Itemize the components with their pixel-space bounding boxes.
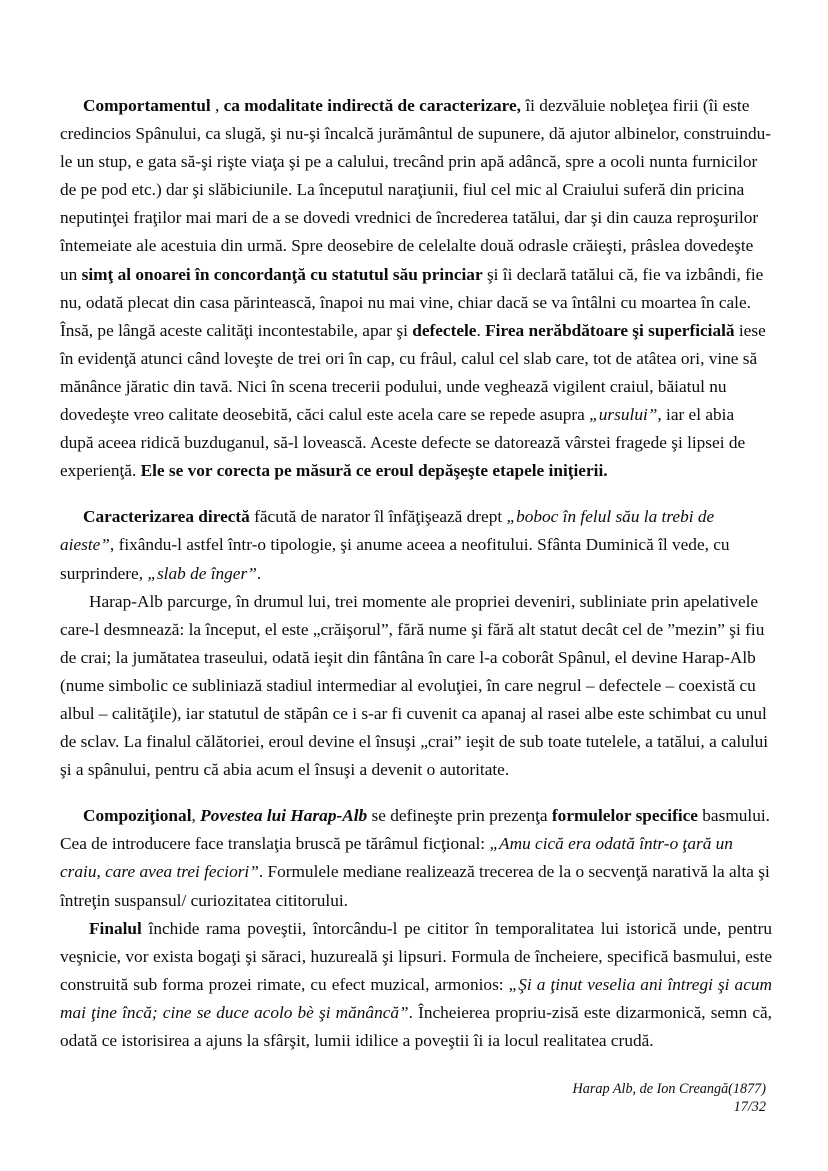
footer-source: Harap Alb, de Ion Creangă(1877)	[572, 1081, 766, 1097]
paragraph-caracterizarea-directa: Caracterizarea directă făcută de narator îl înfăţişează drept „boboc în felul său la trebi de aieste”, fixându-l astfel într-o tipologie, şi anume aceea a neofitului. Sfânta Duminică îl vede, cu surprindere, „slab de înger”.	[60, 507, 730, 583]
text-run-bold: Firea nerăbdătoare şi superficială	[485, 320, 735, 340]
footer-page-number: 17/32	[733, 1099, 766, 1115]
paragraph-comportamentul: Comportamentul , ca modalitate indirectă de caracterizare, îi dezvăluie nobleţea firii (îi este credincios Spânului, ca slugă, şi nu-şi încalcă jurământul de supunere, dă ajutor albinelor, construindu-le un stup, e gata să-şi rişte viaţa şi pe a calului, trecând prin apă adâncă, spre a ocoli nunta furnicilor de pe pod etc.) dar şi slăbiciunile. La începutul naraţiunii, fiul cel mic al Craiului suferă din pricina neputinţei fraţilor mai mari de a se dovedi vrednici de încrederea tatălui, dar şi din cauza reproşurilor întemeiate ale acestuia din urmă. Spre deosebire de celelalte două odrasle crăieşti, prâslea dovedeşte un simţ al onoarei în concordanţă cu statutul său princiar şi îi declară tatălui că, fie va izbândi, fie nu, odată plecat din casa părintească, înapoi nu mai vine, chiar dacă se va întâlni cu moartea în cale. Însă, pe lângă aceste calităţi incontestabile, apar şi defectele. Firea nerăbdătoare şi superficială iese în evidenţă atunci când loveşte de trei ori în cap, cu frâul, calul cel slab care, tot de atâtea ori, vine să mănânce jăratic din tavă. Nici în scena trecerii podului, unde veghează vigilent craiul, băiatul nu dovedeşte vreo calitate deosebită, căci calul este acela care se repede asupra „ursului”, iar el abia după aceea ridică buzduganul, să-l lovească. Aceste defecte se datorează vârstei fragede şi lipsei de experienţă. Ele se vor corecta pe măsură ce eroul depăşeşte etapele iniţierii.	[60, 96, 771, 481]
text-run-bold: Ele se vor corecta pe măsură ce eroul depăşeşte etapele iniţierii.	[140, 461, 608, 481]
document-body	[60, 92, 772, 1055]
text-run-italic: „slab de înger”	[147, 563, 257, 583]
text-run-bold: Comportamentul	[83, 96, 215, 115]
text-run-bold: ca modalitate indirectă de caracterizare,	[223, 96, 521, 115]
paragraph-harap-alb-parcurge: Harap-Alb parcurge, în drumul lui, trei momente ale propriei deveniri, subliniate prin apelativele care-l desmnează: la început, el este „crăişorul”, fără nume şi fără alt statut decât cel de ”mezin” şi fiu de crai; la jumătatea traseului, odată ieşit din fântâna în care l-a coborât Spânul, el devine Harap-Alb (nume simbolic ce subliniază stadiul intermediar al evoluţiei, în care negrul – defectele – coexistă cu albul – calităţile), iar statutul de stăpân ce i s-ar fi cuvenit ca apanaj al rasei albe este schimbat cu unul de sclav. La finalul călătoriei, eroul devine el însuşi „crai” ieşit de sub toate tutelele, a tatălui, a calului şi a spânului, pentru că abia acum el însuşi a devenit o autoritate.	[60, 591, 769, 780]
text-run-bold: simţ al onoarei în concordanţă cu statutul său princiar	[81, 264, 483, 284]
page-footer	[346, 1080, 766, 1116]
paragraph-compozitional: Compoziţional, Povestea lui Harap-Alb se defineşte prin prezenţa formulelor specifice basmului. Cea de introducere face translaţia bruscă pe tărâmul ficţional: „Amu cică era odată într-o ţară un craiu, care avea trei feciori”. Formulele mediane realizează trecerea de la o secvenţă narativă la alta şi întreţin suspansul/ curiozitatea cititorului.	[60, 806, 770, 910]
text-run-bold-italic: Povestea lui Harap-Alb	[200, 806, 368, 826]
text-run-bold: defectele	[412, 320, 477, 340]
text-run-bold: Caracterizarea directă	[83, 507, 250, 527]
text-run-bold: Finalul	[89, 918, 142, 938]
text-run-italic: „Amu cică era odată într-o ţară un craiu, care avea trei feciori”	[60, 834, 733, 882]
text-run-bold: formulelor specifice	[551, 806, 698, 826]
text-run-italic: „boboc în felul său la trebi de aieste”	[60, 507, 715, 555]
text-run-italic: „ursului”	[589, 405, 658, 425]
text-run-italic: „Şi a ţinut veselia ani întregi şi acum mai ţine încă; cine se duce acolo bè şi mănâncă”	[60, 974, 772, 1022]
paragraph-finalul: Finalul închide rama poveştii, întorcându-l pe cititor în temporalitatea lui istorică unde, pentru veşnicie, vor exista bogaţi şi săraci, huzureală şi lipsuri. Formula de încheiere, specifică basmului, este construită sub forma prozei rimate, cu efect muzical, armonios: „Şi a ţinut veselia ani întregi şi acum mai ţine încă; cine se duce acolo bè şi mănâncă”. Încheierea propriu-zisă este dizarmonică, semn că, odată ce istorisirea a ajuns la sfârşit, lumii idilice a poveştii îi ia locul realitatea crudă.	[60, 918, 772, 1050]
text-run-bold: Compoziţional	[83, 806, 192, 826]
